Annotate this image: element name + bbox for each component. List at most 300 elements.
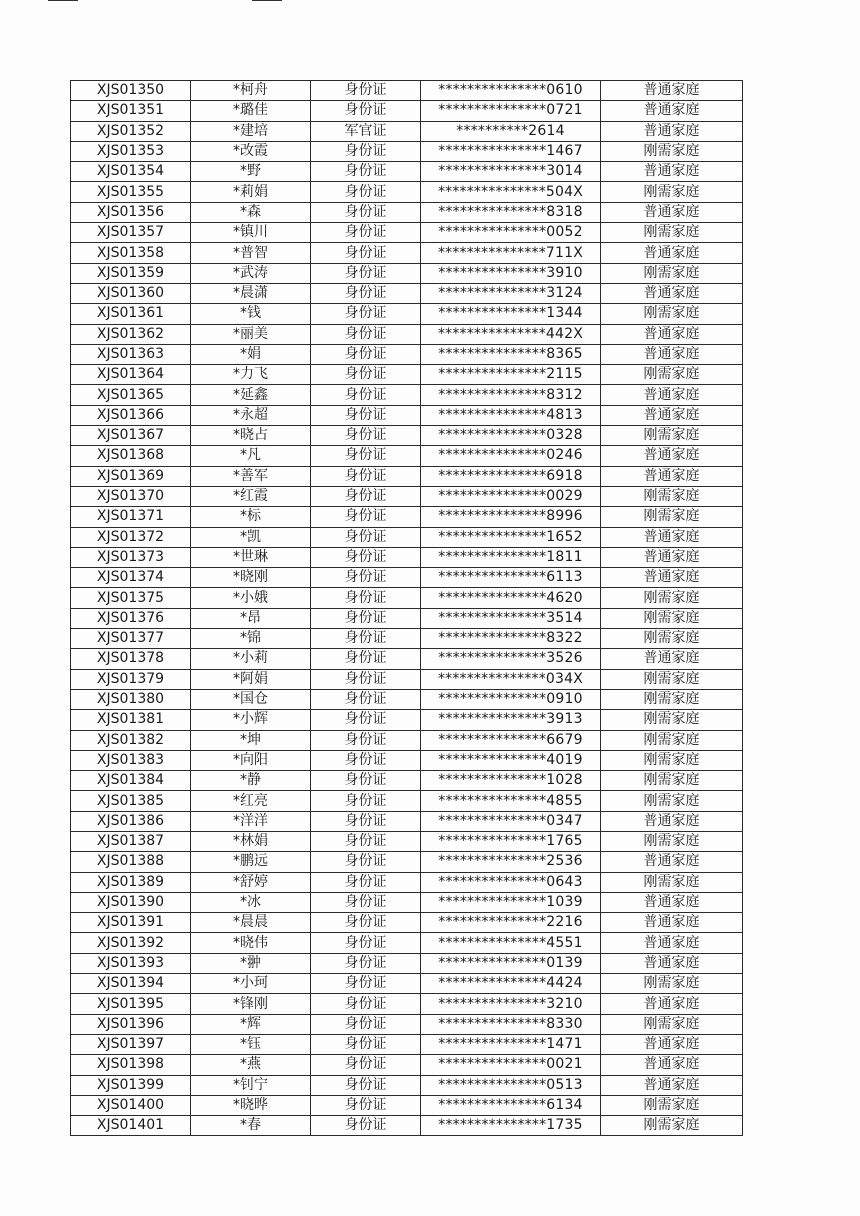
id-type-cell: 身份证 xyxy=(311,202,421,222)
record-id-cell: XJS01401 xyxy=(71,1116,191,1136)
record-id-cell: XJS01359 xyxy=(71,263,191,283)
id-number-cell: ***************6679 xyxy=(421,730,601,750)
name-cell: *林娟 xyxy=(191,831,311,851)
record-id-cell: XJS01381 xyxy=(71,710,191,730)
record-id-cell: XJS01387 xyxy=(71,831,191,851)
id-number-cell: ***************3014 xyxy=(421,162,601,182)
table-row xyxy=(71,283,743,303)
name-cell: *翀 xyxy=(191,953,311,973)
household-type-cell: 普通家庭 xyxy=(601,243,743,263)
record-id-cell: XJS01365 xyxy=(71,385,191,405)
name-cell: *武涛 xyxy=(191,263,311,283)
name-cell: *小娥 xyxy=(191,588,311,608)
name-cell: *舒婷 xyxy=(191,872,311,892)
id-number-cell: **********2614 xyxy=(421,121,601,141)
id-type-cell: 身份证 xyxy=(311,263,421,283)
household-type-cell: 普通家庭 xyxy=(601,527,743,547)
id-number-cell: ***************3910 xyxy=(421,263,601,283)
name-cell: *钊宁 xyxy=(191,1075,311,1095)
name-cell: *冰 xyxy=(191,892,311,912)
table-row xyxy=(71,771,743,791)
id-number-cell: ***************8312 xyxy=(421,385,601,405)
name-cell: *阿娟 xyxy=(191,669,311,689)
household-type-cell: 普通家庭 xyxy=(601,1075,743,1095)
name-cell: *璐佳 xyxy=(191,101,311,121)
record-id-cell: XJS01397 xyxy=(71,1034,191,1054)
record-id-cell: XJS01355 xyxy=(71,182,191,202)
household-type-cell: 刚需家庭 xyxy=(601,1116,743,1136)
record-id-cell: XJS01383 xyxy=(71,750,191,770)
household-type-cell: 刚需家庭 xyxy=(601,669,743,689)
id-type-cell: 身份证 xyxy=(311,649,421,669)
household-type-cell: 刚需家庭 xyxy=(601,507,743,527)
id-number-cell: ***************442X xyxy=(421,324,601,344)
name-cell: *红霞 xyxy=(191,486,311,506)
id-number-cell: ***************2216 xyxy=(421,913,601,933)
household-type-cell: 普通家庭 xyxy=(601,385,743,405)
record-id-cell: XJS01398 xyxy=(71,1055,191,1075)
id-number-cell: ***************4551 xyxy=(421,933,601,953)
household-type-cell: 刚需家庭 xyxy=(601,831,743,851)
id-type-cell: 身份证 xyxy=(311,953,421,973)
id-number-cell: ***************2536 xyxy=(421,852,601,872)
name-cell: *普智 xyxy=(191,243,311,263)
table-row xyxy=(71,385,743,405)
name-cell: *坤 xyxy=(191,730,311,750)
record-id-cell: XJS01400 xyxy=(71,1095,191,1115)
id-number-cell: ***************4424 xyxy=(421,974,601,994)
record-id-cell: XJS01378 xyxy=(71,649,191,669)
name-cell: *建培 xyxy=(191,121,311,141)
household-type-cell: 普通家庭 xyxy=(601,344,743,364)
household-type-cell: 普通家庭 xyxy=(601,405,743,425)
table-row xyxy=(71,1055,743,1075)
id-type-cell: 身份证 xyxy=(311,852,421,872)
id-type-cell: 身份证 xyxy=(311,405,421,425)
record-id-cell: XJS01390 xyxy=(71,892,191,912)
record-id-cell: XJS01356 xyxy=(71,202,191,222)
record-id-cell: XJS01350 xyxy=(71,81,191,101)
household-type-cell: 刚需家庭 xyxy=(601,588,743,608)
household-type-cell: 普通家庭 xyxy=(601,811,743,831)
table-row xyxy=(71,1075,743,1095)
name-cell: *标 xyxy=(191,507,311,527)
record-id-cell: XJS01375 xyxy=(71,588,191,608)
id-number-cell: ***************4019 xyxy=(421,750,601,770)
id-number-cell: ***************0246 xyxy=(421,446,601,466)
household-type-cell: 普通家庭 xyxy=(601,162,743,182)
household-type-cell: 刚需家庭 xyxy=(601,486,743,506)
household-type-cell: 普通家庭 xyxy=(601,933,743,953)
table-row xyxy=(71,223,743,243)
table-row xyxy=(71,446,743,466)
id-type-cell: 身份证 xyxy=(311,283,421,303)
household-type-cell: 普通家庭 xyxy=(601,568,743,588)
record-id-cell: XJS01373 xyxy=(71,547,191,567)
id-number-cell: ***************8322 xyxy=(421,629,601,649)
table-row xyxy=(71,689,743,709)
table-row xyxy=(71,994,743,1014)
id-number-cell: ***************1028 xyxy=(421,771,601,791)
id-number-cell: ***************0513 xyxy=(421,1075,601,1095)
id-number-cell: ***************8365 xyxy=(421,344,601,364)
household-type-cell: 刚需家庭 xyxy=(601,365,743,385)
household-type-cell: 刚需家庭 xyxy=(601,426,743,446)
household-type-cell: 刚需家庭 xyxy=(601,710,743,730)
table-row xyxy=(71,892,743,912)
table-row xyxy=(71,507,743,527)
record-id-cell: XJS01385 xyxy=(71,791,191,811)
id-type-cell: 身份证 xyxy=(311,588,421,608)
id-number-cell: ***************2115 xyxy=(421,365,601,385)
id-type-cell: 身份证 xyxy=(311,892,421,912)
scan-mark xyxy=(48,0,78,1)
id-type-cell: 身份证 xyxy=(311,243,421,263)
household-type-cell: 刚需家庭 xyxy=(601,223,743,243)
record-id-cell: XJS01371 xyxy=(71,507,191,527)
id-type-cell: 身份证 xyxy=(311,304,421,324)
name-cell: *丽美 xyxy=(191,324,311,344)
name-cell: *善军 xyxy=(191,466,311,486)
name-cell: *锋刚 xyxy=(191,994,311,1014)
table-row xyxy=(71,933,743,953)
name-cell: *柯舟 xyxy=(191,81,311,101)
name-cell: *向阳 xyxy=(191,750,311,770)
record-id-cell: XJS01351 xyxy=(71,101,191,121)
record-id-cell: XJS01396 xyxy=(71,1014,191,1034)
table-row xyxy=(71,324,743,344)
record-id-cell: XJS01379 xyxy=(71,669,191,689)
name-cell: *红亮 xyxy=(191,791,311,811)
household-type-cell: 刚需家庭 xyxy=(601,730,743,750)
name-cell: *凯 xyxy=(191,527,311,547)
id-number-cell: ***************0910 xyxy=(421,689,601,709)
record-id-cell: XJS01363 xyxy=(71,344,191,364)
table-row xyxy=(71,791,743,811)
id-type-cell: 身份证 xyxy=(311,791,421,811)
id-number-cell: ***************1344 xyxy=(421,304,601,324)
table-row xyxy=(71,121,743,141)
id-number-cell: ***************1735 xyxy=(421,1116,601,1136)
scan-mark xyxy=(252,0,282,1)
id-type-cell: 身份证 xyxy=(311,527,421,547)
table-row xyxy=(71,81,743,101)
record-id-cell: XJS01376 xyxy=(71,608,191,628)
table-row xyxy=(71,263,743,283)
id-number-cell: ***************3124 xyxy=(421,283,601,303)
table-row xyxy=(71,872,743,892)
id-type-cell: 身份证 xyxy=(311,446,421,466)
table-row xyxy=(71,831,743,851)
table-row xyxy=(71,1034,743,1054)
household-type-cell: 普通家庭 xyxy=(601,547,743,567)
id-number-cell: ***************0052 xyxy=(421,223,601,243)
household-type-cell: 普通家庭 xyxy=(601,446,743,466)
id-type-cell: 身份证 xyxy=(311,1075,421,1095)
table-row xyxy=(71,852,743,872)
table-row xyxy=(71,588,743,608)
id-number-cell: ***************0643 xyxy=(421,872,601,892)
id-type-cell: 身份证 xyxy=(311,1095,421,1115)
record-id-cell: XJS01353 xyxy=(71,141,191,161)
household-type-cell: 刚需家庭 xyxy=(601,872,743,892)
id-number-cell: ***************0139 xyxy=(421,953,601,973)
id-type-cell: 身份证 xyxy=(311,507,421,527)
name-cell: *世琳 xyxy=(191,547,311,567)
table-row xyxy=(71,568,743,588)
table-row xyxy=(71,101,743,121)
name-cell: *延鑫 xyxy=(191,385,311,405)
household-type-cell: 刚需家庭 xyxy=(601,608,743,628)
name-cell: *辉 xyxy=(191,1014,311,1034)
table-row xyxy=(71,344,743,364)
id-type-cell: 身份证 xyxy=(311,771,421,791)
id-type-cell: 身份证 xyxy=(311,974,421,994)
record-id-cell: XJS01384 xyxy=(71,771,191,791)
table-row xyxy=(71,304,743,324)
household-type-cell: 普通家庭 xyxy=(601,913,743,933)
name-cell: *燕 xyxy=(191,1055,311,1075)
id-type-cell: 身份证 xyxy=(311,994,421,1014)
name-cell: *小莉 xyxy=(191,649,311,669)
id-number-cell: ***************8330 xyxy=(421,1014,601,1034)
name-cell: *改霞 xyxy=(191,141,311,161)
table-row xyxy=(71,1014,743,1034)
record-id-cell: XJS01366 xyxy=(71,405,191,425)
record-id-cell: XJS01357 xyxy=(71,223,191,243)
id-number-cell: ***************504X xyxy=(421,182,601,202)
household-type-cell: 刚需家庭 xyxy=(601,791,743,811)
record-id-cell: XJS01361 xyxy=(71,304,191,324)
table-row xyxy=(71,750,743,770)
id-type-cell: 身份证 xyxy=(311,1116,421,1136)
record-id-cell: XJS01368 xyxy=(71,446,191,466)
id-number-cell: ***************1467 xyxy=(421,141,601,161)
table-row xyxy=(71,141,743,161)
id-number-cell: ***************1811 xyxy=(421,547,601,567)
household-type-cell: 普通家庭 xyxy=(601,892,743,912)
id-type-cell: 军官证 xyxy=(311,121,421,141)
name-cell: *力飞 xyxy=(191,365,311,385)
table-row xyxy=(71,426,743,446)
id-number-cell: ***************6134 xyxy=(421,1095,601,1115)
household-type-cell: 普通家庭 xyxy=(601,121,743,141)
table-row xyxy=(71,162,743,182)
record-id-cell: XJS01372 xyxy=(71,527,191,547)
household-type-cell: 普通家庭 xyxy=(601,324,743,344)
household-type-cell: 刚需家庭 xyxy=(601,974,743,994)
id-number-cell: ***************1765 xyxy=(421,831,601,851)
id-type-cell: 身份证 xyxy=(311,223,421,243)
household-type-cell: 刚需家庭 xyxy=(601,141,743,161)
id-type-cell: 身份证 xyxy=(311,466,421,486)
household-type-cell: 普通家庭 xyxy=(601,649,743,669)
record-id-cell: XJS01377 xyxy=(71,629,191,649)
record-id-cell: XJS01380 xyxy=(71,689,191,709)
id-number-cell: ***************3913 xyxy=(421,710,601,730)
id-number-cell: ***************4813 xyxy=(421,405,601,425)
id-type-cell: 身份证 xyxy=(311,568,421,588)
id-number-cell: ***************3210 xyxy=(421,994,601,1014)
id-type-cell: 身份证 xyxy=(311,365,421,385)
id-number-cell: ***************0347 xyxy=(421,811,601,831)
id-type-cell: 身份证 xyxy=(311,426,421,446)
id-type-cell: 身份证 xyxy=(311,608,421,628)
household-type-cell: 普通家庭 xyxy=(601,101,743,121)
household-type-cell: 刚需家庭 xyxy=(601,689,743,709)
id-type-cell: 身份证 xyxy=(311,182,421,202)
household-type-cell: 普通家庭 xyxy=(601,1055,743,1075)
name-cell: *静 xyxy=(191,771,311,791)
household-type-cell: 刚需家庭 xyxy=(601,1095,743,1115)
name-cell: *钱 xyxy=(191,304,311,324)
id-type-cell: 身份证 xyxy=(311,141,421,161)
id-type-cell: 身份证 xyxy=(311,1014,421,1034)
id-number-cell: ***************1471 xyxy=(421,1034,601,1054)
household-type-cell: 普通家庭 xyxy=(601,953,743,973)
id-type-cell: 身份证 xyxy=(311,486,421,506)
id-number-cell: ***************6918 xyxy=(421,466,601,486)
name-cell: *晨晨 xyxy=(191,913,311,933)
table-row xyxy=(71,913,743,933)
table-row xyxy=(71,608,743,628)
id-number-cell: ***************0610 xyxy=(421,81,601,101)
name-cell: *国仓 xyxy=(191,689,311,709)
table-row xyxy=(71,182,743,202)
record-id-cell: XJS01391 xyxy=(71,913,191,933)
name-cell: *小辉 xyxy=(191,710,311,730)
id-type-cell: 身份证 xyxy=(311,101,421,121)
name-cell: *鹏远 xyxy=(191,852,311,872)
record-id-cell: XJS01370 xyxy=(71,486,191,506)
id-number-cell: ***************034X xyxy=(421,669,601,689)
id-type-cell: 身份证 xyxy=(311,547,421,567)
record-id-cell: XJS01374 xyxy=(71,568,191,588)
record-id-cell: XJS01362 xyxy=(71,324,191,344)
household-type-cell: 刚需家庭 xyxy=(601,263,743,283)
record-id-cell: XJS01369 xyxy=(71,466,191,486)
record-id-cell: XJS01364 xyxy=(71,365,191,385)
table-row xyxy=(71,974,743,994)
name-cell: *锦 xyxy=(191,629,311,649)
id-type-cell: 身份证 xyxy=(311,689,421,709)
name-cell: *洋洋 xyxy=(191,811,311,831)
household-type-cell: 普通家庭 xyxy=(601,202,743,222)
household-type-cell: 普通家庭 xyxy=(601,466,743,486)
table-row xyxy=(71,811,743,831)
id-type-cell: 身份证 xyxy=(311,811,421,831)
id-type-cell: 身份证 xyxy=(311,730,421,750)
table-row xyxy=(71,486,743,506)
record-id-cell: XJS01389 xyxy=(71,872,191,892)
table-row xyxy=(71,1095,743,1115)
record-id-cell: XJS01395 xyxy=(71,994,191,1014)
id-type-cell: 身份证 xyxy=(311,1055,421,1075)
id-type-cell: 身份证 xyxy=(311,872,421,892)
household-type-cell: 普通家庭 xyxy=(601,852,743,872)
table-row xyxy=(71,710,743,730)
id-number-cell: ***************1039 xyxy=(421,892,601,912)
household-type-cell: 刚需家庭 xyxy=(601,750,743,770)
table-row xyxy=(71,466,743,486)
table-row xyxy=(71,953,743,973)
record-id-cell: XJS01393 xyxy=(71,953,191,973)
household-type-cell: 刚需家庭 xyxy=(601,771,743,791)
id-type-cell: 身份证 xyxy=(311,750,421,770)
name-cell: *晓晔 xyxy=(191,1095,311,1115)
id-number-cell: ***************1652 xyxy=(421,527,601,547)
record-id-cell: XJS01394 xyxy=(71,974,191,994)
household-type-cell: 普通家庭 xyxy=(601,283,743,303)
table-row xyxy=(71,202,743,222)
name-cell: *小珂 xyxy=(191,974,311,994)
id-type-cell: 身份证 xyxy=(311,344,421,364)
table-row xyxy=(71,243,743,263)
record-id-cell: XJS01386 xyxy=(71,811,191,831)
household-type-cell: 刚需家庭 xyxy=(601,182,743,202)
name-cell: *野 xyxy=(191,162,311,182)
table-row xyxy=(71,669,743,689)
table-row xyxy=(71,405,743,425)
id-type-cell: 身份证 xyxy=(311,710,421,730)
name-cell: *镇川 xyxy=(191,223,311,243)
id-type-cell: 身份证 xyxy=(311,669,421,689)
record-id-cell: XJS01388 xyxy=(71,852,191,872)
name-cell: *莉娟 xyxy=(191,182,311,202)
table-row xyxy=(71,649,743,669)
id-number-cell: ***************3514 xyxy=(421,608,601,628)
id-number-cell: ***************0021 xyxy=(421,1055,601,1075)
id-type-cell: 身份证 xyxy=(311,1034,421,1054)
id-number-cell: ***************6113 xyxy=(421,568,601,588)
id-type-cell: 身份证 xyxy=(311,162,421,182)
table-row xyxy=(71,527,743,547)
name-cell: *森 xyxy=(191,202,311,222)
household-type-cell: 普通家庭 xyxy=(601,81,743,101)
record-id-cell: XJS01360 xyxy=(71,283,191,303)
name-cell: *晓伟 xyxy=(191,933,311,953)
id-type-cell: 身份证 xyxy=(311,629,421,649)
id-type-cell: 身份证 xyxy=(311,385,421,405)
id-type-cell: 身份证 xyxy=(311,831,421,851)
id-type-cell: 身份证 xyxy=(311,933,421,953)
name-cell: *凡 xyxy=(191,446,311,466)
id-number-cell: ***************711X xyxy=(421,243,601,263)
record-id-cell: XJS01352 xyxy=(71,121,191,141)
record-id-cell: XJS01382 xyxy=(71,730,191,750)
record-id-cell: XJS01354 xyxy=(71,162,191,182)
id-type-cell: 身份证 xyxy=(311,81,421,101)
id-type-cell: 身份证 xyxy=(311,913,421,933)
record-id-cell: XJS01392 xyxy=(71,933,191,953)
name-cell: *晓占 xyxy=(191,426,311,446)
applicant-table-body xyxy=(71,81,743,1136)
id-number-cell: ***************0328 xyxy=(421,426,601,446)
name-cell: *晓刚 xyxy=(191,568,311,588)
name-cell: *昂 xyxy=(191,608,311,628)
id-number-cell: ***************0721 xyxy=(421,101,601,121)
name-cell: *春 xyxy=(191,1116,311,1136)
table-row xyxy=(71,1116,743,1136)
id-type-cell: 身份证 xyxy=(311,324,421,344)
household-type-cell: 刚需家庭 xyxy=(601,1014,743,1034)
table-row xyxy=(71,730,743,750)
id-number-cell: ***************0029 xyxy=(421,486,601,506)
name-cell: *娟 xyxy=(191,344,311,364)
household-type-cell: 刚需家庭 xyxy=(601,629,743,649)
record-id-cell: XJS01358 xyxy=(71,243,191,263)
id-number-cell: ***************3526 xyxy=(421,649,601,669)
